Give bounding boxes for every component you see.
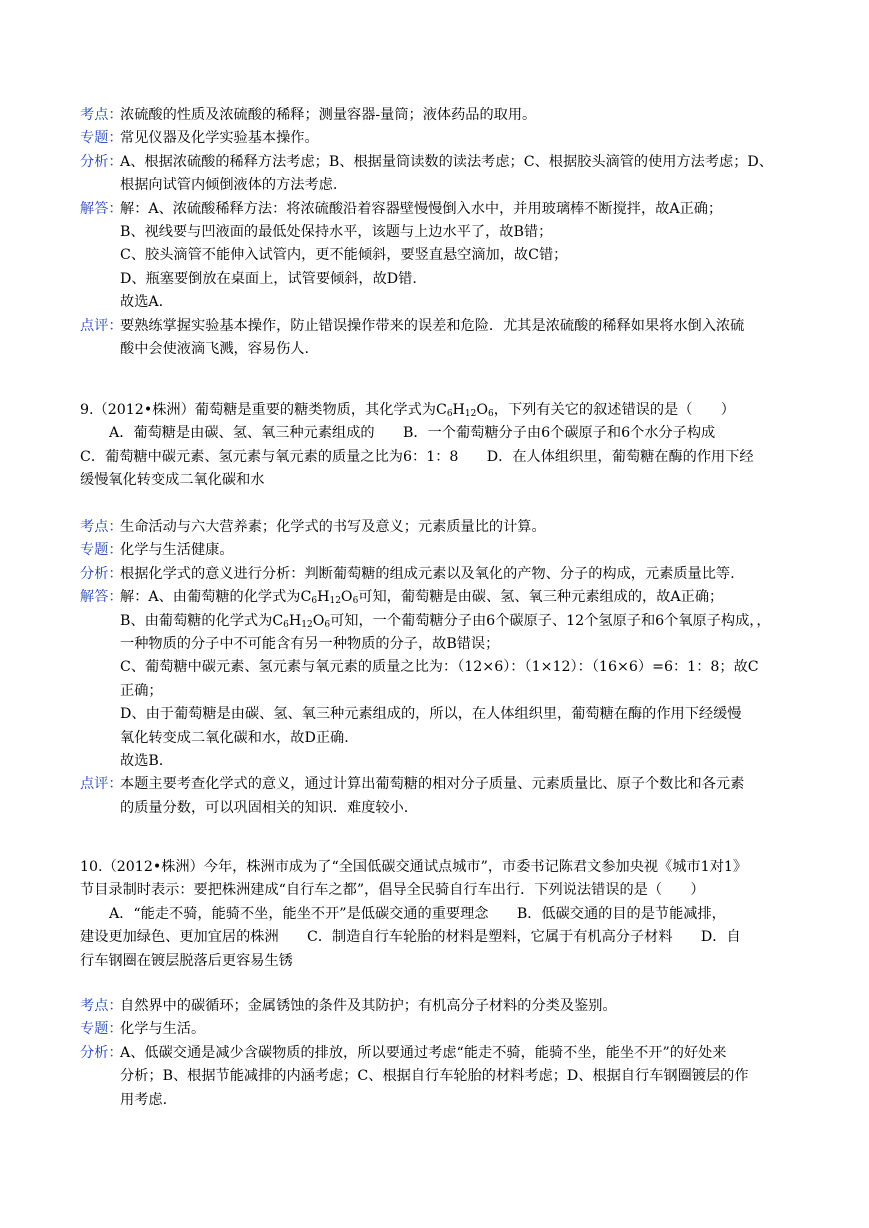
- kaodian-label: 考点：: [80, 998, 123, 1014]
- q10-block: [0, 856, 869, 973]
- kaodian-text: 生命活动与六大营养素；化学式的书写及意义；元素质量比的计算。: [120, 519, 546, 535]
- fenxi-text: A、根据浓硫酸的稀释方法考虑；B、根据量筒读数的读法考虑；C、根据胶头滴管的使用方法考虑；D、: [120, 153, 773, 170]
- jieda-text: 故选B.: [120, 752, 164, 769]
- jieda-text: C、胶头滴管不能伸入试管内，更不能倾斜，要竖直悬空滴加，故C错；: [120, 247, 568, 264]
- dianping-text: 的质量分数，可以巩固相关的知识．难度较小.: [120, 799, 409, 816]
- jieda-text: B、视线要与凹液面的最低处保持水平，该题与上边水平了，故B错；: [120, 223, 553, 240]
- chemical-formula: $C_6H_{12}O_6$: [435, 402, 494, 419]
- kaodian-label: 考点：: [80, 519, 123, 535]
- zhuanti-label: 专题：: [80, 130, 123, 147]
- options-line: C．葡萄糖中碳元素、氢元素与氧元素的质量之比为6：1：8 D．在人体组织里，葡萄糖在酶的作用下经: [80, 448, 754, 465]
- jieda-label: 解答：: [80, 200, 123, 217]
- fenxi-label: 分析：: [80, 153, 123, 170]
- options-line: 行车钢圈在镀层脱落后更容易生锈: [80, 952, 293, 969]
- options-line: A．“能走不骑，能骑不坐，能坐不开”是低碳交通的重要理念 B．低碳交通的目的是节能减排，: [109, 905, 726, 922]
- jieda-text: C、葡萄糖中碳元素、氢元素与氧元素的质量之比为：（12×6）：（1×12）：（16×6）=6：1：8；故C: [120, 659, 759, 676]
- zhuanti-text: 化学与生活健康。: [120, 542, 234, 559]
- fenxi-text: 分析；B、根据节能减排的内涵考虑；C、根据自行车轮胎的材料考虑；D、根据自行车钢圈镀层的作: [120, 1068, 749, 1085]
- fenxi-text: 用考虑.: [120, 1091, 168, 1108]
- jieda-text: 解：A、由葡萄糖的化学式为$C_6H_{12}O_6$可知，葡萄糖是由碳、氢、氧三种元素组成的，故A正确；: [120, 589, 724, 607]
- dianping-text: 要熟练掌握实验基本操作，防止错误操作带来的误差和危险．尤其是浓硫酸的稀释如果将水倒入浓硫: [120, 317, 745, 334]
- kaodian-text: 浓硫酸的性质及浓硫酸的稀释；测量容器-量筒；液体药品的取用。: [120, 107, 537, 123]
- jieda-text: 正确；: [120, 682, 163, 699]
- dianping-label: 点评：: [80, 776, 123, 793]
- jieda-text: 一种物质的分子中不可能含有另一种物质的分子，故B错误；: [120, 635, 500, 652]
- chemical-formula: $C_6H_{12}O_6$: [300, 589, 359, 607]
- q9-analysis-block: [0, 516, 869, 820]
- fenxi-label: 分析：: [80, 1044, 123, 1061]
- dianping-text: 本题主要考查化学式的意义，通过计算出葡萄糖的相对分子质量、元素质量比、原子个数比和各元素: [120, 776, 745, 793]
- fenxi-text: 根据化学式的意义进行分析：判断葡萄糖的组成元素以及氧化的产物、分子的构成，元素质量比等.: [120, 565, 735, 582]
- jieda-text: 氧化转变成二氧化碳和水，故D正确.: [120, 729, 349, 746]
- dianping-text: 酸中会使液滴飞溅，容易伤人.: [120, 340, 309, 357]
- jieda-text: 解：A、浓硫酸稀释方法：将浓硫酸沿着容器壁慢慢倒入水中，并用玻璃棒不断搅拌，故A正确；: [120, 200, 723, 217]
- fenxi-text: 根据向试管内倾倒液体的方法考虑.: [120, 177, 338, 194]
- dianping-label: 点评：: [80, 317, 123, 334]
- zhuanti-label: 专题：: [80, 542, 123, 559]
- fenxi-text: A、低碳交通是减少含碳物质的排放，所以要通过考虑“能走不骑，能骑不坐，能坐不开”的好处来: [120, 1044, 727, 1061]
- jieda-text: D、瓶塞要倒放在桌面上，试管要倾斜，故D错.: [120, 270, 417, 287]
- question-stem: 9.（2012•株洲）葡萄糖是重要的糖类物质，其化学式为$C_6H_{12}O_6$，下列有关它的叙述错误的是（ ）: [80, 402, 735, 419]
- kaodian-text: 自然界中的碳循环；金属锈蚀的条件及其防护；有机高分子材料的分类及鉴别。: [120, 998, 617, 1014]
- question-stem: 10.（2012•株洲）今年，株洲市成为了“全国低碳交通试点城市”，市委书记陈君文参加央视《城市1对1》: [80, 859, 748, 875]
- zhuanti-text: 常见仪器及化学实验基本操作。: [120, 130, 319, 147]
- chemical-formula: $C_6H_{12}O_6$: [272, 612, 331, 630]
- kaodian-label: 考点：: [80, 107, 123, 123]
- question-stem: 节目录制时表示：要把株洲建成“自行车之都”，倡导全民骑自行车出行．下列说法错误的是（ ）: [80, 882, 705, 899]
- options-line: 缓慢氧化转变成二氧化碳和水: [80, 472, 265, 489]
- zhuanti-text: 化学与生活。: [120, 1021, 206, 1038]
- jieda-text: B、由葡萄糖的化学式为$C_6H_{12}O_6$可知，一个葡萄糖分子由6个碳原子、12个氢原子和6个氧原子构成，，: [120, 612, 771, 630]
- fenxi-label: 分析：: [80, 565, 123, 582]
- options-line: A．葡萄糖是由碳、氢、氧三种元素组成的 B．一个葡萄糖分子由6个碳原子和6个水分子构成: [109, 425, 716, 442]
- zhuanti-label: 专题：: [80, 1021, 123, 1038]
- jieda-label: 解答：: [80, 589, 123, 606]
- q9-block: [0, 399, 869, 493]
- q8-analysis-block: [0, 104, 869, 361]
- jieda-text: 故选A.: [120, 294, 164, 311]
- options-line: 建设更加绿色、更加宜居的株洲 C．制造自行车轮胎的材料是塑料，它属于有机高分子材料 D．自: [80, 929, 741, 946]
- jieda-text: D、由于葡萄糖是由碳、氢、氧三种元素组成的，所以，在人体组织里，葡萄糖在酶的作用下经缓慢: [120, 706, 742, 723]
- q10-analysis-block: [0, 995, 869, 1112]
